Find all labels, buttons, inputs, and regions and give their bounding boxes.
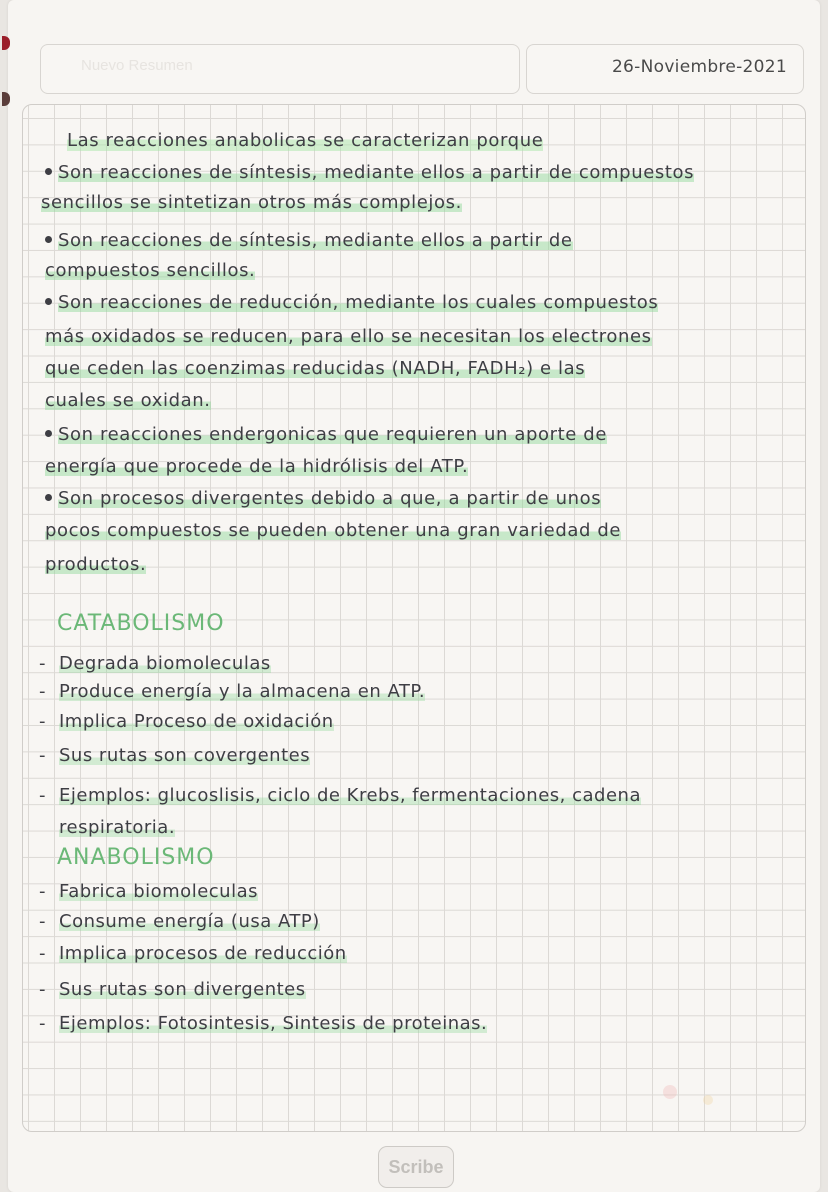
- intro-title: Las reacciones anabolicas se caracterizan porque: [67, 130, 544, 151]
- bullet-1-line-1: [45, 161, 694, 185]
- header-title-box: [40, 44, 520, 94]
- bullet-2-line-1: [45, 229, 573, 253]
- catabolismo-heading: CATABOLISMO: [57, 611, 225, 636]
- bullet-5-line-1: [45, 487, 601, 511]
- anabolismo-item: - Implica procesos de reducción: [39, 943, 347, 964]
- catabolismo-item-text: Sus rutas son covergentes: [59, 745, 311, 766]
- catabolismo-continuation: [59, 817, 175, 838]
- scribe-watermark: Scribe: [378, 1146, 454, 1188]
- header-date-box: [526, 44, 804, 94]
- bullet-3-line-1: [45, 291, 658, 315]
- anabolismo-item: - Ejemplos: Fotosintesis, Sintesis de proteinas.: [39, 1013, 488, 1034]
- bullet-dot: [45, 236, 52, 243]
- bullet-3-text-2: más oxidados se reducen, para ello se necesitan los electrones: [45, 326, 652, 347]
- catabolismo-item: - Sus rutas son covergentes: [39, 745, 311, 766]
- anabolismo-item: - Sus rutas son divergentes: [39, 979, 306, 1000]
- anabolismo-item: - Fabrica biomoleculas: [39, 881, 258, 902]
- catabolismo-item-text: Degrada biomoleculas: [59, 653, 271, 674]
- anabolismo-item-text: Ejemplos: Fotosintesis, Sintesis de proteinas.: [59, 1013, 488, 1034]
- bullet-2-line-2: [45, 259, 255, 283]
- bullet-3-line-2: [45, 325, 652, 349]
- bullet-3-text-4: cuales se oxidan.: [45, 390, 211, 411]
- faint-doodle: [703, 1095, 713, 1105]
- bullet-3-line-3: [45, 357, 585, 381]
- bullet-4-text-2: energía que procede de la hidrólisis del ATP.: [45, 456, 469, 477]
- catabolismo-item-text: Ejemplos: glucoslisis, ciclo de Krebs, fermentaciones, cadena: [59, 785, 641, 806]
- bullet-2-text-2: compuestos sencillos.: [45, 260, 256, 281]
- catabolismo-item: - Implica Proceso de oxidación: [39, 711, 334, 732]
- bullet-3-line-4: [45, 389, 211, 413]
- faint-doodle: [663, 1085, 677, 1099]
- bullet-1-text-2: sencillos se sintetizan otros más complejos.: [41, 192, 462, 213]
- bullet-dot: [45, 494, 52, 501]
- catabolismo-item: - Ejemplos: glucoslisis, ciclo de Krebs, fermentaciones, cadena: [39, 785, 641, 806]
- bullet-4-line-2: [45, 455, 468, 479]
- anabolismo-item-text: Implica procesos de reducción: [59, 943, 347, 964]
- bullet-dot: [45, 298, 52, 305]
- date-text: 26-Noviembre-2021: [611, 57, 787, 77]
- bullet-5-text-3: productos.: [45, 554, 147, 575]
- intro-title-line: [67, 129, 543, 153]
- bullet-4-text-1: Son reacciones endergonicas que requieren un aporte de: [58, 424, 607, 445]
- bullet-1-line-2: [41, 191, 462, 215]
- bullet-3-text-1: Son reacciones de reducción, mediante los cuales compuestos: [58, 292, 659, 313]
- bullet-5-text-1: Son procesos divergentes debido a que, a partir de unos: [58, 488, 602, 509]
- anabolismo-item-text: Sus rutas son divergentes: [59, 979, 306, 1000]
- bullet-3-text-3: que ceden las coenzimas reducidas (NADH, FADH₂) e las: [45, 358, 586, 379]
- bullet-dot: [45, 430, 52, 437]
- notebook-page: [8, 0, 820, 1192]
- catabolismo-item-text: Implica Proceso de oxidación: [59, 711, 334, 732]
- catabolismo-item-text: Produce energía y la almacena en ATP.: [59, 681, 426, 702]
- anabolismo-item: - Consume energía (usa ATP): [39, 911, 320, 932]
- bullet-5-line-2: [45, 519, 621, 543]
- catabolismo-continuation-text: respiratoria.: [59, 817, 176, 838]
- bullet-dot: [45, 168, 52, 175]
- anabolismo-heading: ANABOLISMO: [57, 845, 215, 870]
- binding-hole-top: [2, 36, 10, 50]
- anabolismo-item-text: Fabrica biomoleculas: [59, 881, 258, 902]
- bullet-5-text-2: pocos compuestos se pueden obtener una gran variedad de: [45, 520, 622, 541]
- bullet-2-text-1: Son reacciones de síntesis, mediante ellos a partir de: [58, 230, 573, 251]
- header-ghost-text: Nuevo Resumen: [81, 57, 193, 74]
- bullet-1-text-1: Son reacciones de síntesis, mediante ellos a partir de compuestos: [58, 162, 695, 183]
- bullet-5-line-3: [45, 553, 146, 577]
- catabolismo-item: - Degrada biomoleculas: [39, 653, 271, 674]
- bullet-4-line-1: [45, 423, 607, 447]
- catabolismo-item: - Produce energía y la almacena en ATP.: [39, 681, 426, 702]
- anabolismo-item-text: Consume energía (usa ATP): [59, 911, 320, 932]
- binding-hole-mid: [2, 92, 10, 106]
- grid-writing-area: [22, 104, 806, 1132]
